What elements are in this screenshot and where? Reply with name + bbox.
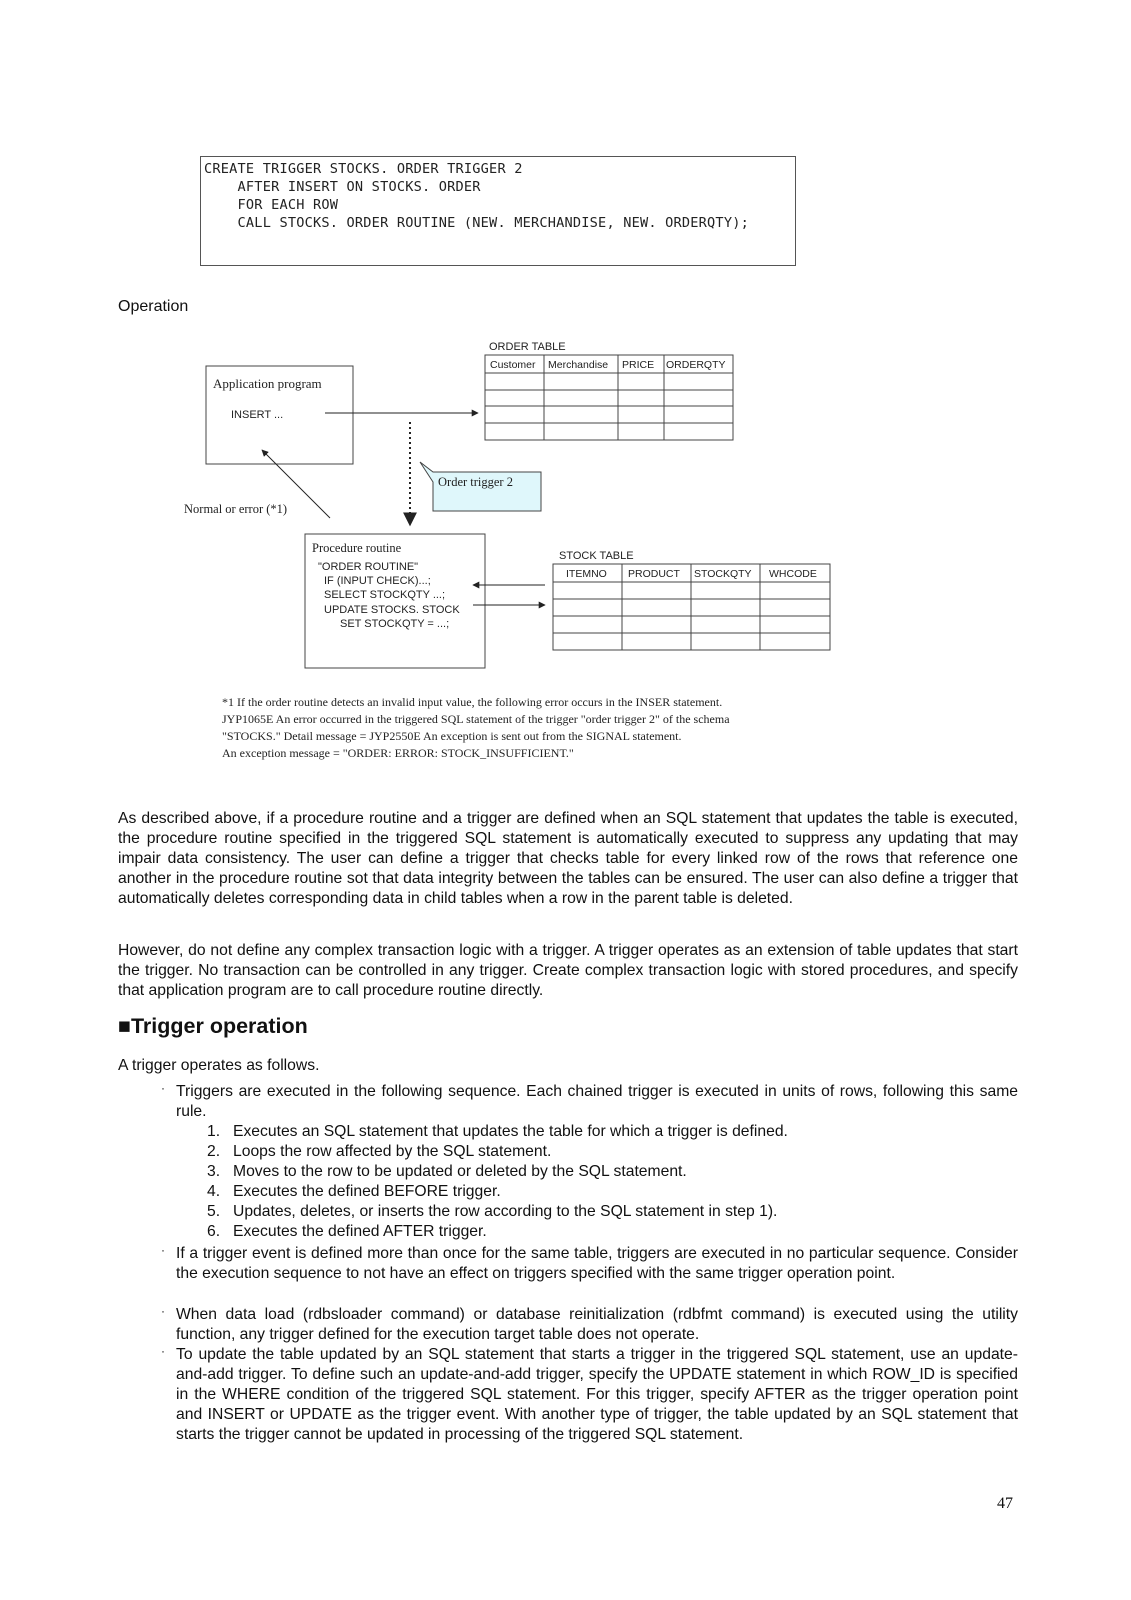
- stock-col-header: STOCKQTY: [694, 568, 752, 580]
- body-paragraph: As described above, if a procedure routine and a trigger are defined when an SQL statement that updates the table is executed, the procedure routine specified in the triggered SQL statement is automatically executed to suppress any updating that may impair data consistency. The user can define a trigger that checks table for every linked row of the rows that reference one another in the procedure routine sot that data integrity between the tables can be ensured. The user can also define a trigger that automatically deletes corresponding data in child tables when a row in the parent table is deleted.: [118, 810, 1018, 907]
- footnote-line: *1 If the order routine detects an invalid input value, the following error occurs in the INSER statement.: [222, 695, 723, 709]
- section-heading: ■Trigger operation: [118, 1014, 308, 1038]
- operation-label: Operation: [118, 298, 189, 315]
- procedure-line: UPDATE STOCKS. STOCK: [324, 604, 460, 616]
- order-col-header: Customer: [490, 359, 536, 371]
- bullet-item: If a trigger event is defined more than once for the same table, triggers are executed in no particular sequence. Consider the execution sequence to not have an effect on triggers specified with the same trigger operation point.: [176, 1245, 1018, 1282]
- code-line: CREATE TRIGGER STOCKS. ORDER TRIGGER 2: [204, 161, 523, 177]
- bullet-mark: ·: [161, 1081, 165, 1095]
- footnote-line: An exception message = "ORDER: ERROR: STOCK_INSUFFICIENT.": [222, 746, 574, 760]
- bullet-item: To update the table updated by an SQL statement that starts a trigger in the triggered SQL statement, use an update-and-add trigger. To define such an update-and-add trigger, specify the UPDATE statement in which ROW_ID is specified in the WHERE condition of the triggered SQL statement. For this trigger, specify AFTER as the trigger operation point and INSERT or UPDATE as the trigger event. With another type of trigger, the table updated by an SQL statement that starts the trigger cannot be updated in processing of the triggered SQL statement.: [176, 1346, 1018, 1443]
- step-item: 5. Updates, deletes, or inserts the row according to the SQL statement in step 1).: [207, 1203, 778, 1220]
- footnote-line: "STOCKS." Detail message = JYP2550E An exception is sent out from the SIGNAL statement.: [222, 729, 682, 743]
- bullet-mark: ·: [161, 1344, 165, 1358]
- step-item: 6. Executes the defined AFTER trigger.: [207, 1223, 487, 1240]
- order-col-header: PRICE: [622, 359, 655, 371]
- code-line: AFTER INSERT ON STOCKS. ORDER: [204, 179, 481, 195]
- stock-col-header: WHCODE: [769, 568, 817, 580]
- step-item: 4. Executes the defined BEFORE trigger.: [207, 1183, 501, 1200]
- procedure-line: SELECT STOCKQTY ...;: [324, 589, 446, 601]
- bullet-item: Triggers are executed in the following sequence. Each chained trigger is executed in units of rows, following this same rule.: [176, 1083, 1018, 1120]
- page-number: 47: [997, 1495, 1013, 1512]
- procedure-line: IF (INPUT CHECK)...;: [324, 575, 431, 587]
- normal-or-error-label: Normal or error (*1): [184, 502, 288, 516]
- code-line: CALL STOCKS. ORDER ROUTINE (NEW. MERCHANDISE, NEW. ORDERQTY);: [204, 215, 749, 231]
- procedure-line: "ORDER ROUTINE": [318, 561, 419, 573]
- stock-col-header: PRODUCT: [628, 568, 680, 580]
- bullet-mark: ·: [161, 1243, 165, 1257]
- procedure-title: Procedure routine: [312, 541, 402, 555]
- step-item: 3. Moves to the row to be updated or deleted by the SQL statement.: [207, 1163, 687, 1180]
- stock-table-title: STOCK TABLE: [559, 550, 634, 562]
- trigger-operation-diagram: [0, 0, 1131, 780]
- app-box-title: Application program: [213, 376, 322, 391]
- bullet-mark: ·: [161, 1304, 165, 1318]
- order-col-header: Merchandise: [548, 359, 609, 371]
- code-line: FOR EACH ROW: [204, 197, 339, 213]
- order-table-title: ORDER TABLE: [489, 341, 566, 353]
- step-item: 2. Loops the row affected by the SQL statement.: [207, 1143, 552, 1160]
- procedure-line: SET STOCKQTY = ...;: [340, 618, 450, 630]
- stock-col-header: ITEMNO: [566, 568, 607, 580]
- bullet-item: When data load (rdbsloader command) or database reinitialization (rdbfmt command) is executed using the utility function, any trigger defined for the execution target table does not operate.: [176, 1306, 1018, 1343]
- callout-text: Order trigger 2: [438, 475, 513, 489]
- footnote-line: JYP1065E An error occurred in the triggered SQL statement of the trigger "order trigger 2" of the schema: [222, 712, 730, 726]
- body-paragraph: However, do not define any complex transaction logic with a trigger. A trigger operates as an extension of table updates that start the trigger. No transaction can be controlled in any trigger. Create complex transaction logic with stored procedures, and specify that application program are to call procedure routine directly.: [118, 942, 1018, 999]
- step-item: 1. Executes an SQL statement that updates the table for which a trigger is defined.: [207, 1123, 788, 1140]
- app-box-statement: INSERT ...: [231, 409, 284, 421]
- section-intro: A trigger operates as follows.: [118, 1057, 320, 1074]
- order-col-header: ORDERQTY: [666, 359, 726, 371]
